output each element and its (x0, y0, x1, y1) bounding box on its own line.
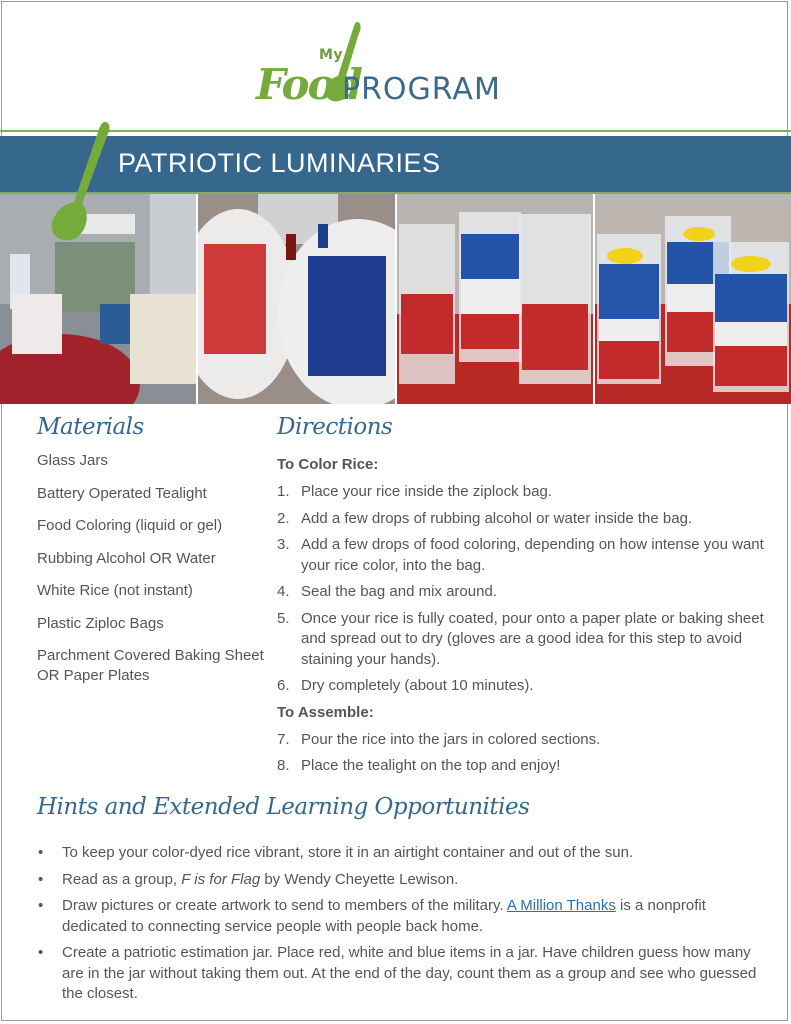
hint-text: by Wendy Cheyette Lewison. (260, 870, 459, 888)
color-rice-subheading: To Color Rice: (277, 456, 379, 473)
color-rice-steps (277, 482, 777, 697)
list-item (36, 896, 766, 937)
step-number: 5. (277, 609, 290, 627)
list-item: Parchment Covered Baking Sheet OR Paper Plates (37, 647, 264, 684)
step-text: Place your rice inside the ziplock bag. (301, 483, 552, 500)
title-banner (0, 136, 791, 194)
step-text: Pour the rice into the jars in colored sections. (301, 730, 601, 748)
hint-text: Read as a group, (62, 870, 182, 888)
assemble-steps (277, 730, 777, 777)
step-number: 3. (277, 536, 290, 553)
list-item: Plastic Ziploc Bags (37, 614, 164, 632)
photo-finished-luminaries (595, 194, 791, 404)
step-number: 6. (277, 677, 290, 694)
hint-text: To keep your color-dyed rice vibrant, store it in an airtight container and out of the sun. (62, 844, 634, 861)
step-text: Seal the bag and mix around. (301, 583, 497, 600)
bullet: • (38, 944, 44, 961)
hint-text: Draw pictures or create artwork to send to members of the military. (62, 897, 507, 914)
step-text: Add a few drops of rubbing alcohol or water inside the bag. (301, 509, 693, 527)
bullet: • (38, 897, 44, 914)
directions-heading: Directions (277, 414, 393, 440)
bullet: • (38, 870, 44, 888)
materials-list (37, 451, 267, 699)
materials-heading: Materials (37, 414, 144, 440)
list-item: Food Coloring (liquid or gel) (37, 517, 223, 534)
photo-colored-rice-bags (198, 194, 395, 404)
hint-text: Create a patriotic estimation jar. Place red, white and blue items in a jar. Have children guess how many are in the jar without taking them out. At the end of the day, count them as a group and see who guessed the closest. (62, 944, 757, 1002)
step-item (277, 582, 777, 603)
step-item (277, 730, 777, 751)
list-item: White Rice (not instant) (37, 582, 193, 599)
step-text: Once your rice is fully coated, pour onto a paper plate or baking sheet and spread out to dry (gloves are a good idea for this step to avoid staining your hands). (301, 609, 764, 668)
list-item (36, 943, 766, 1005)
step-text: Add a few drops of food coloring, depending on how intense you want your rice color, into the bag. (301, 536, 764, 574)
logo-program-text: PROGRAM (342, 72, 501, 107)
photo-strip (0, 194, 791, 404)
hint-text: is a nonprofit dedicated to connecting service people with people back home. (62, 897, 706, 935)
bullet: • (38, 844, 44, 861)
list-item: Rubbing Alcohol OR Water (37, 549, 216, 567)
hints-heading: Hints and Extended Learning Opportunities (37, 794, 530, 820)
directions-section (277, 455, 777, 783)
list-item: Glass Jars (37, 452, 108, 469)
step-item (277, 535, 777, 576)
step-number: 2. (277, 509, 290, 527)
page-title: PATRIOTIC LUMINARIES (118, 148, 441, 178)
step-item (277, 756, 777, 777)
list-item: Battery Operated Tealight (37, 484, 207, 502)
logo-my-text: My (319, 47, 344, 63)
step-text: Dry completely (about 10 minutes). (301, 677, 534, 694)
step-number: 7. (277, 730, 290, 748)
logo-food-text: Food (256, 60, 361, 109)
book-title: F is for Flag (181, 870, 261, 888)
header-divider (0, 130, 791, 132)
step-number: 1. (277, 483, 290, 500)
step-item (277, 609, 777, 671)
assemble-subheading: To Assemble: (277, 703, 374, 721)
photo-filled-jars (397, 194, 593, 404)
hints-list (36, 843, 766, 1011)
step-number: 8. (277, 757, 290, 774)
my-food-program-logo (256, 18, 546, 113)
step-item (277, 676, 777, 697)
step-text: Place the tealight on the top and enjoy! (301, 757, 561, 774)
step-item (277, 482, 777, 503)
step-item (277, 509, 777, 530)
spoon-icon (36, 120, 116, 245)
step-number: 4. (277, 583, 290, 600)
list-item (36, 870, 766, 891)
list-item (36, 843, 766, 864)
a-million-thanks-link[interactable]: A Million Thanks (506, 897, 616, 914)
